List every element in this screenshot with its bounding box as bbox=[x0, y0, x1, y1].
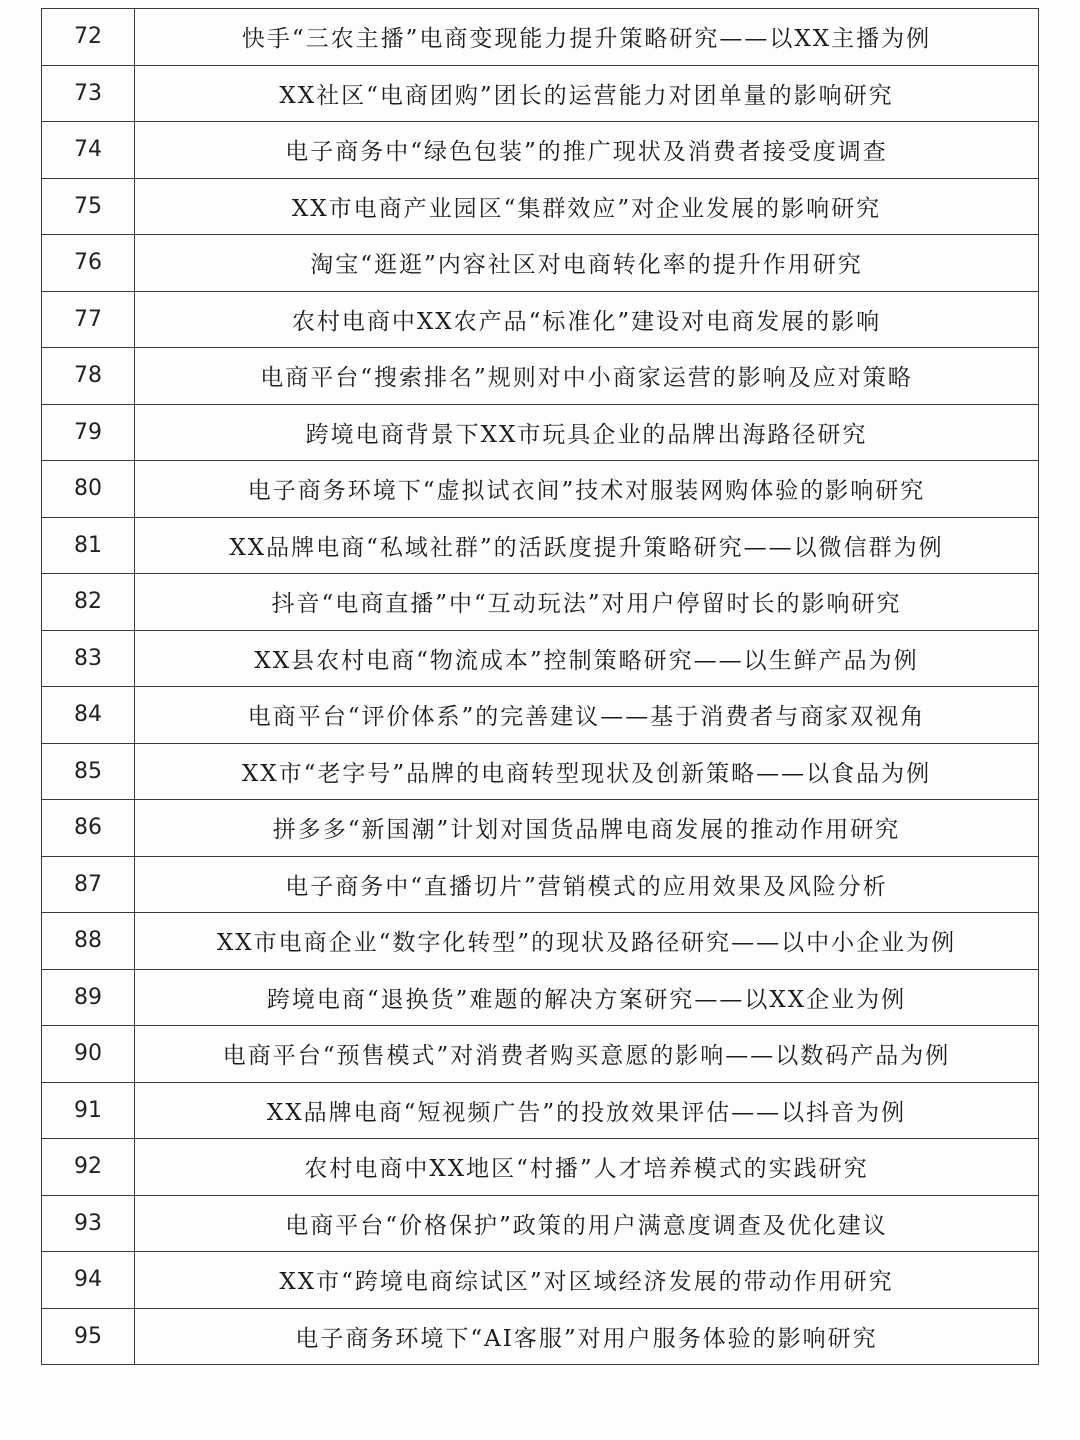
row-number: 92 bbox=[42, 1139, 135, 1196]
topic-title: XX市“跨境电商综试区”对区域经济发展的带动作用研究 bbox=[135, 1252, 1039, 1309]
row-number: 87 bbox=[42, 856, 135, 913]
row-number: 84 bbox=[42, 687, 135, 744]
row-number: 73 bbox=[42, 65, 135, 122]
topic-title: 电子商务环境下“AI客服”对用户服务体验的影响研究 bbox=[135, 1308, 1039, 1365]
table-row bbox=[42, 743, 1039, 800]
row-number: 77 bbox=[42, 291, 135, 348]
topic-title: 电商平台“搜索排名”规则对中小商家运营的影响及应对策略 bbox=[135, 348, 1039, 405]
row-number: 90 bbox=[42, 1026, 135, 1083]
row-number: 79 bbox=[42, 404, 135, 461]
topic-title: 电商平台“价格保护”政策的用户满意度调查及优化建议 bbox=[135, 1195, 1039, 1252]
row-number: 95 bbox=[42, 1308, 135, 1365]
table-row bbox=[42, 630, 1039, 687]
row-number: 74 bbox=[42, 122, 135, 179]
topic-title: 农村电商中XX地区“村播”人才培养模式的实践研究 bbox=[135, 1139, 1039, 1196]
table-row bbox=[42, 235, 1039, 292]
table-row bbox=[42, 574, 1039, 631]
topic-title: 快手“三农主播”电商变现能力提升策略研究——以XX主播为例 bbox=[135, 9, 1039, 66]
table-row bbox=[42, 291, 1039, 348]
table-row bbox=[42, 687, 1039, 744]
topic-title: 跨境电商背景下XX市玩具企业的品牌出海路径研究 bbox=[135, 404, 1039, 461]
table-row bbox=[42, 800, 1039, 857]
table-row bbox=[42, 1139, 1039, 1196]
row-number: 91 bbox=[42, 1082, 135, 1139]
table-row bbox=[42, 122, 1039, 179]
topic-title: 淘宝“逛逛”内容社区对电商转化率的提升作用研究 bbox=[135, 235, 1039, 292]
topic-title: 电商平台“评价体系”的完善建议——基于消费者与商家双视角 bbox=[135, 687, 1039, 744]
table-row bbox=[42, 9, 1039, 66]
topic-title: 电子商务中“绿色包装”的推广现状及消费者接受度调查 bbox=[135, 122, 1039, 179]
table-row bbox=[42, 913, 1039, 970]
topic-title: 电商平台“预售模式”对消费者购买意愿的影响——以数码产品为例 bbox=[135, 1026, 1039, 1083]
row-number: 82 bbox=[42, 574, 135, 631]
row-number: 94 bbox=[42, 1252, 135, 1309]
row-number: 85 bbox=[42, 743, 135, 800]
topic-title: 拼多多“新国潮”计划对国货品牌电商发展的推动作用研究 bbox=[135, 800, 1039, 857]
row-number: 80 bbox=[42, 461, 135, 518]
topic-title: XX社区“电商团购”团长的运营能力对团单量的影响研究 bbox=[135, 65, 1039, 122]
row-number: 83 bbox=[42, 630, 135, 687]
topic-title: 跨境电商“退换货”难题的解决方案研究——以XX企业为例 bbox=[135, 969, 1039, 1026]
table-row bbox=[42, 1308, 1039, 1365]
topic-title: 农村电商中XX农产品“标准化”建设对电商发展的影响 bbox=[135, 291, 1039, 348]
table-row bbox=[42, 1252, 1039, 1309]
topics-table-body bbox=[42, 9, 1039, 1365]
table-row bbox=[42, 1082, 1039, 1139]
topic-title: XX市“老字号”品牌的电商转型现状及创新策略——以食品为例 bbox=[135, 743, 1039, 800]
row-number: 86 bbox=[42, 800, 135, 857]
table-row bbox=[42, 1026, 1039, 1083]
row-number: 81 bbox=[42, 517, 135, 574]
row-number: 88 bbox=[42, 913, 135, 970]
topic-title: 电子商务环境下“虚拟试衣间”技术对服装网购体验的影响研究 bbox=[135, 461, 1039, 518]
topics-table bbox=[41, 8, 1039, 1365]
row-number: 76 bbox=[42, 235, 135, 292]
row-number: 93 bbox=[42, 1195, 135, 1252]
row-number: 72 bbox=[42, 9, 135, 66]
topic-title: 抖音“电商直播”中“互动玩法”对用户停留时长的影响研究 bbox=[135, 574, 1039, 631]
row-number: 78 bbox=[42, 348, 135, 405]
table-row bbox=[42, 461, 1039, 518]
table-row bbox=[42, 178, 1039, 235]
row-number: 89 bbox=[42, 969, 135, 1026]
topic-title: XX市电商企业“数字化转型”的现状及路径研究——以中小企业为例 bbox=[135, 913, 1039, 970]
table-row bbox=[42, 969, 1039, 1026]
table-row bbox=[42, 65, 1039, 122]
table-row bbox=[42, 517, 1039, 574]
topic-title: XX品牌电商“短视频广告”的投放效果评估——以抖音为例 bbox=[135, 1082, 1039, 1139]
table-row bbox=[42, 348, 1039, 405]
topic-title: XX县农村电商“物流成本”控制策略研究——以生鲜产品为例 bbox=[135, 630, 1039, 687]
topic-title: XX市电商产业园区“集群效应”对企业发展的影响研究 bbox=[135, 178, 1039, 235]
row-number: 75 bbox=[42, 178, 135, 235]
topic-title: 电子商务中“直播切片”营销模式的应用效果及风险分析 bbox=[135, 856, 1039, 913]
table-row bbox=[42, 856, 1039, 913]
table-row bbox=[42, 1195, 1039, 1252]
table-row bbox=[42, 404, 1039, 461]
topic-title: XX品牌电商“私域社群”的活跃度提升策略研究——以微信群为例 bbox=[135, 517, 1039, 574]
